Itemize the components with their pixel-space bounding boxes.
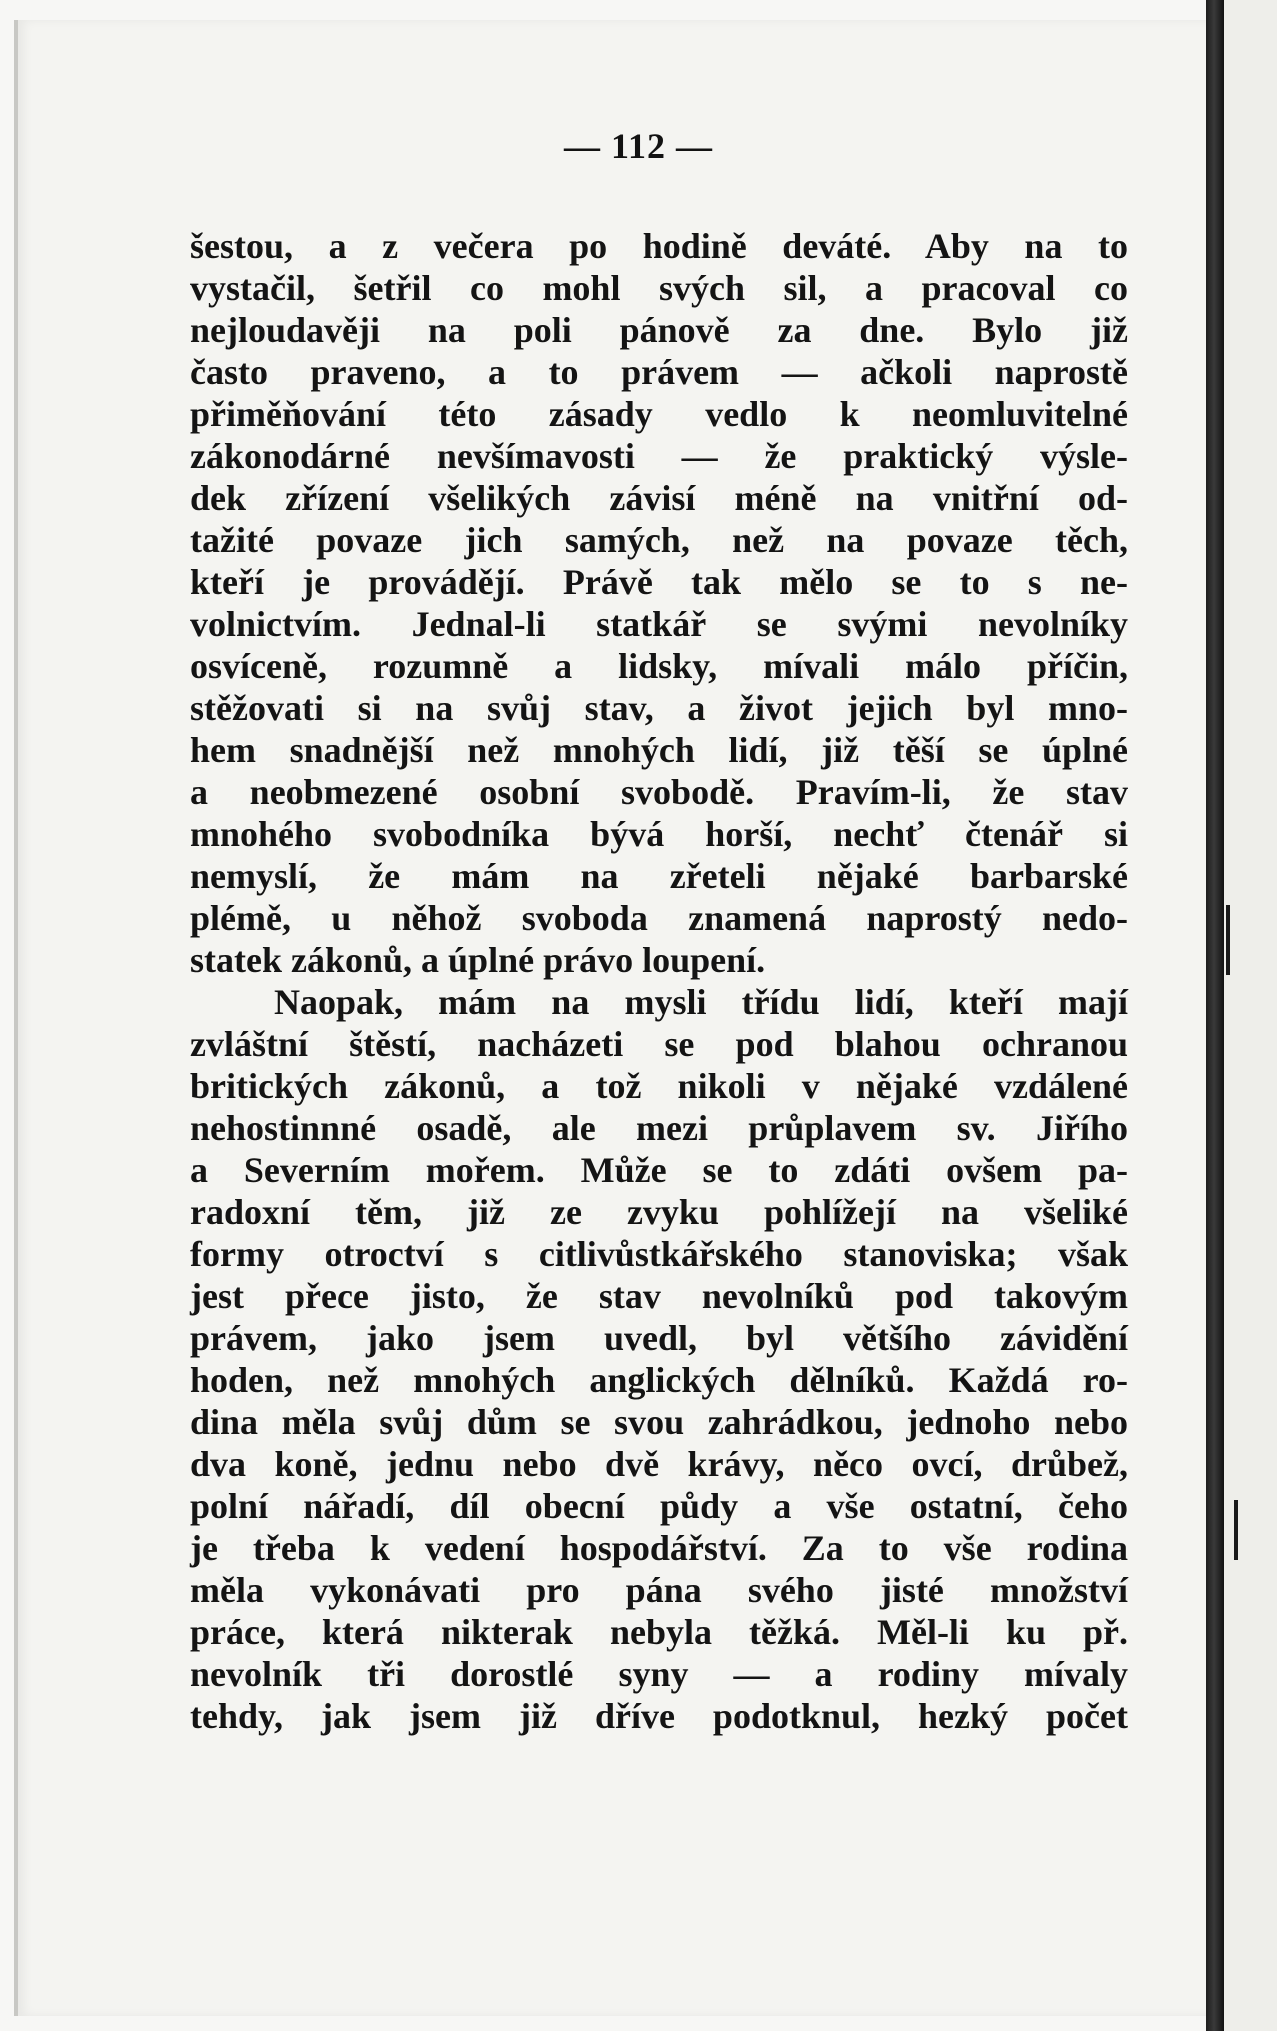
- text-line: tažité povaze jich samých, než na povaze těch,: [190, 520, 1128, 560]
- page-edge-mark: [1226, 905, 1230, 975]
- text-line: nevolník tři dorostlé syny — a rodiny mívaly: [190, 1654, 1128, 1694]
- text-line: polní nářadí, díl obecní půdy a vše ostatní, čeho: [190, 1486, 1128, 1526]
- text-line: volnictvím. Jednal-li statkář se svými nevolníky: [190, 604, 1128, 644]
- text-line: dek zřízení všelikých závisí méně na vnitřní od-: [190, 478, 1128, 518]
- text-line: vystačil, šetřil co mohl svých sil, a pracoval co: [190, 268, 1128, 308]
- text-line: osvíceně, rozumně a lidsky, mívali málo příčin,: [190, 646, 1128, 686]
- text-line: hem snadnější než mnohých lidí, již těší se úplné: [190, 730, 1128, 770]
- text-line: jest přece jisto, že stav nevolníků pod takovým: [190, 1276, 1128, 1316]
- text-line: nemyslí, že mám na zřeteli nějaké barbarské: [190, 856, 1128, 896]
- text-line: statek zákonů, a úplné právo loupení.: [190, 940, 766, 980]
- text-line: dva koně, jednu nebo dvě krávy, něco ovcí, drůbež,: [190, 1444, 1128, 1484]
- text-line: zvláštní štěstí, nacházeti se pod blahou ochranou: [190, 1024, 1128, 1064]
- text-line: šestou, a z večera po hodině deváté. Aby na to: [190, 226, 1128, 266]
- text-line: hoden, než mnohých anglických dělníků. Každá ro-: [190, 1360, 1128, 1400]
- page-edge-mark: [1234, 1500, 1238, 1560]
- text-line: právem, jako jsem uvedl, byl většího závidění: [190, 1318, 1128, 1358]
- text-line: kteří je provádějí. Právě tak mělo se to s ne-: [190, 562, 1128, 602]
- text-line: plémě, u něhož svoboda znamená naprostý nedo-: [190, 898, 1128, 938]
- adjacent-page-edge: [1224, 0, 1277, 2031]
- text-line: nejloudavěji na poli pánově za dne. Bylo již: [190, 310, 1128, 350]
- text-line: často praveno, a to právem — ačkoli naprostě: [190, 352, 1128, 392]
- text-line: mnohého svobodníka bývá horší, nechť čtenář si: [190, 814, 1128, 854]
- page-number: — 112 —: [563, 126, 713, 166]
- text-line: přiměňování této zásady vedlo k neomluvitelné: [190, 394, 1128, 434]
- text-line: Naopak, mám na mysli třídu lidí, kteří mají: [274, 982, 1128, 1022]
- text-line: tehdy, jak jsem již dříve podotknul, hezký počet: [190, 1696, 1128, 1736]
- text-line: formy otroctví s citlivůstkářského stanoviska; však: [190, 1234, 1128, 1274]
- text-line: radoxní těm, již ze zvyku pohlížejí na všeliké: [190, 1192, 1128, 1232]
- text-line: stěžovati si na svůj stav, a život jejich byl mno-: [190, 688, 1128, 728]
- text-line: měla vykonávati pro pána svého jisté množství: [190, 1570, 1128, 1610]
- text-line: zákonodárné nevšímavosti — že praktický výsle-: [190, 436, 1128, 476]
- text-line: nehostinnné osadě, ale mezi průplavem sv. Jiřího: [190, 1108, 1128, 1148]
- text-line: práce, která nikterak nebyla těžká. Měl-li ku př.: [190, 1612, 1128, 1652]
- text-line: dina měla svůj dům se svou zahrádkou, jednoho nebo: [190, 1402, 1128, 1442]
- book-spine-shadow: [1206, 0, 1224, 2031]
- text-line: a neobmezené osobní svobodě. Pravím-li, že stav: [190, 772, 1128, 812]
- body-text: [190, 225, 1128, 1737]
- text-line: a Severním mořem. Může se to zdáti ovšem pa-: [190, 1150, 1128, 1190]
- text-line: britických zákonů, a tož nikoli v nějaké vzdálené: [190, 1066, 1128, 1106]
- text-line: je třeba k vedení hospodářství. Za to vše rodina: [190, 1528, 1128, 1568]
